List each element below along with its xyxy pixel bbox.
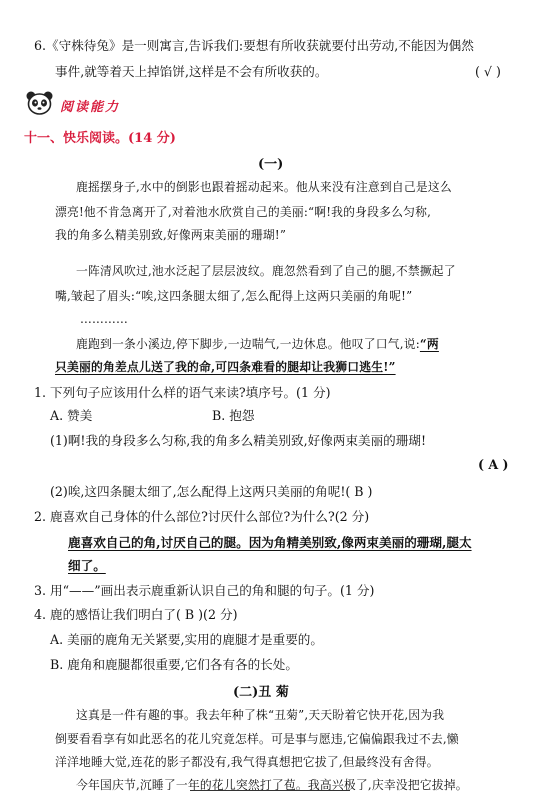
footer-divider (190, 790, 350, 791)
p2-line1: 一阵清风吹过,池水泛起了层层波纹。鹿忽然看到了自己的腿,不禁撅起了 (76, 264, 456, 278)
q1-prompt: 1. 下列句子应该用什么样的语气来读?填序号。(1 分) (34, 385, 331, 400)
q3-prompt: 3. 用“——”画出表示鹿重新认识自己的角和腿的句子。(1 分) (34, 583, 375, 598)
q1-option-b: B. 抱怨 (212, 408, 255, 423)
p2-2-line1: 今年国庆节,沉睡了一年的花儿突然打了苞。我高兴极了,庆幸没把它拔掉。 (76, 778, 468, 792)
panda-icon (24, 90, 56, 116)
p1-line1: 鹿摇摆身子,水中的倒影也跟着摇动起来。他从来没有注意到自己是这么 (76, 180, 452, 194)
q1-sentence2: (2)唉,这四条腿太细了,怎么配得上这两只美丽的角呢!( B ) (50, 484, 373, 499)
p3-line1-plain: 鹿跑到一条小溪边,停下脚步,一边喘气,一边休息。他叹了口气,说: (76, 337, 420, 351)
p2-line2: 嘴,皱起了眉头:“唉,这四条腿太细了,怎么配得上这两只美丽的角呢!” (55, 289, 413, 303)
p2-1-line2: 倒要看看享有如此恶名的花儿究竟怎样。可是事与愿违,它偏偏跟我过不去,懒 (55, 732, 459, 746)
q1-sentence1-answer: ( A ) (478, 457, 509, 472)
p3-line1-underlined: “两 (419, 337, 439, 351)
p1-line3: 我的角多么精美别致,好像两束美丽的珊瑚!” (55, 228, 287, 242)
passage2-heading: (二)丑 菊 (233, 685, 289, 700)
q2-prompt: 2. 鹿喜欢自己身体的什么部位?讨厌什么部位?为什么?(2 分) (34, 509, 370, 524)
p3-line2-underlined: 只美丽的角差点儿送了我的命,可四条难看的腿却让我狮口逃生!” (55, 360, 396, 374)
section-title: 十一、快乐阅读。(14 分) (24, 131, 176, 146)
ellipsis: ………… (80, 312, 128, 326)
section-banner: 阅读能力 (60, 100, 121, 115)
p1-line2: 漂亮!他不肯急离开了,对着池水欣赏自己的美丽:“啊!我的身段多么匀称, (55, 205, 432, 219)
q1-sentence1: (1)啊!我的身段多么匀称,我的角多么精美别致,好像两束美丽的珊瑚! (50, 433, 426, 448)
q2-answer-line2: 细了。 (68, 558, 106, 573)
q4-prompt: 4. 鹿的感悟让我们明白了( B )(2 分) (34, 607, 238, 622)
q6-line2: 事件,就等着天上掉馅饼,这样是不会有所收获的。 (55, 64, 328, 79)
q1-option-a: A. 赞美 (50, 408, 93, 423)
q4-option-b: B. 鹿角和鹿腿都很重要,它们各有各的长处。 (50, 657, 298, 672)
p2-1-line3: 洋洋地睡大觉,连花的影子都没有,我气得真想把它拔了,但最终没有舍得。 (55, 755, 439, 769)
p2-1-line1: 这真是一件有趣的事。我去年种了株“丑菊”,天天盼着它快开花,因为我 (76, 708, 445, 722)
q6-line1: 6.《守株待兔》是一则寓言,告诉我们:要想有所收获就要付出劳动,不能因为偶然 (34, 38, 474, 53)
q4-option-a: A. 美丽的鹿角无关紧要,实用的鹿腿才是重要的。 (50, 632, 323, 647)
p3-line1 (76, 335, 439, 353)
passage1-heading: (一) (258, 157, 284, 172)
q6-answer: ( √ ) (475, 64, 501, 79)
q2-answer-line1: 鹿喜欢自己的角,讨厌自己的腿。因为角精美别致,像两束美丽的珊瑚,腿太 (68, 535, 472, 550)
